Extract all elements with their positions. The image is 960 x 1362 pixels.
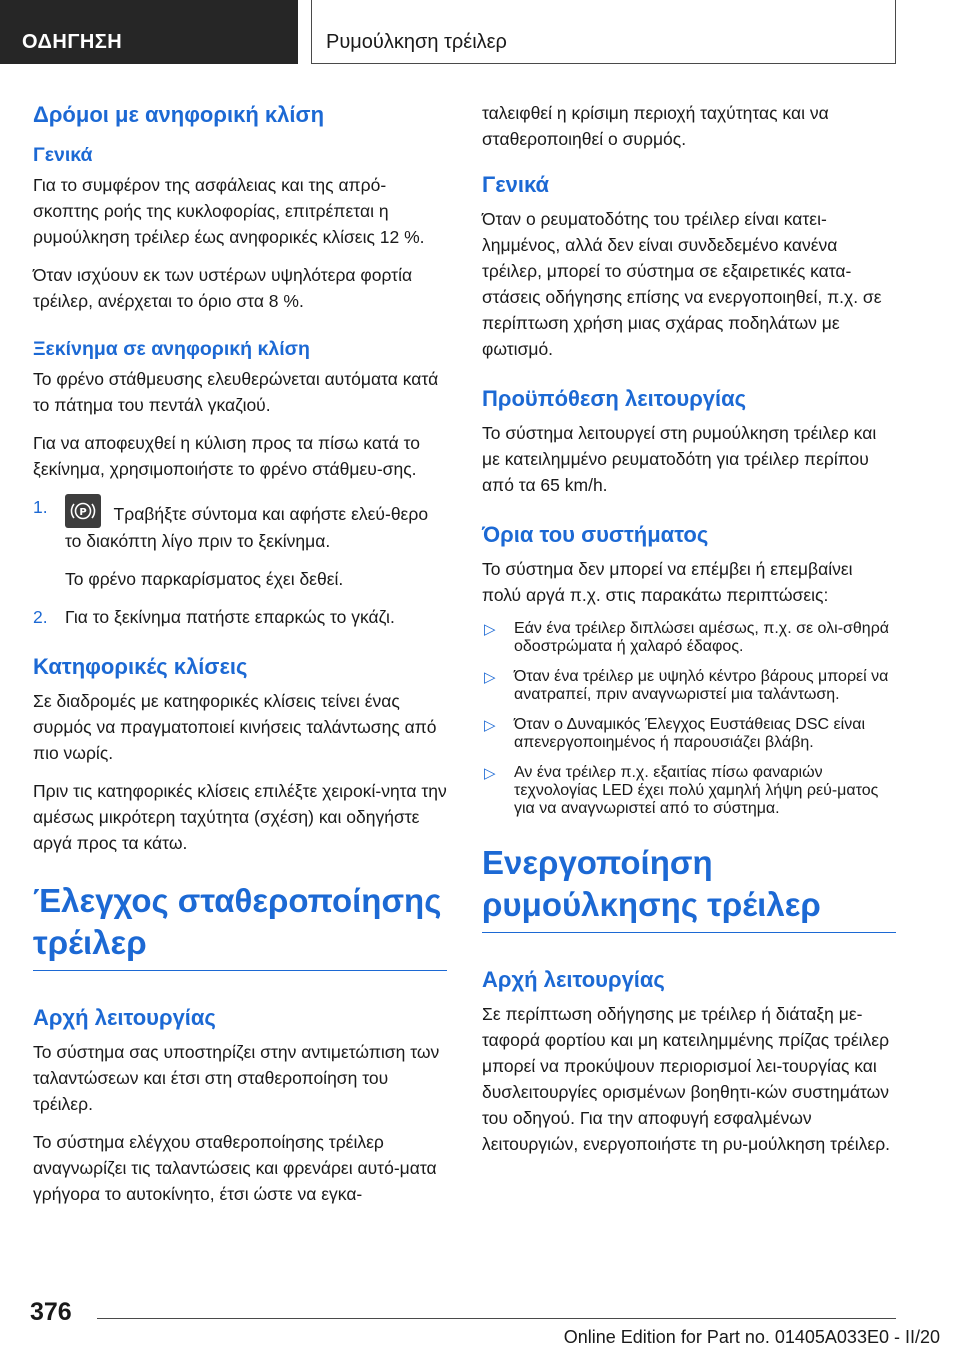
- heading-start-on-slope: Ξεκίνημα σε ανηφορική κλίση: [33, 338, 310, 360]
- list-item: [482, 716, 896, 752]
- paragraph: Για το συμφέρον της ασφάλειας και της απρό-σκοπτης ροής της κυκλοφορίας, επιτρέπεται η ρυμούλκηση τρέιλερ έως ανηφορικές κλίσεις 12 %.: [33, 175, 425, 247]
- heading-principle: Αρχή λειτουργίας: [33, 1005, 216, 1030]
- footer-edition: Online Edition for Part no. 01405A033E0 - II/20: [563, 1327, 940, 1347]
- paragraph: Το σύστημα σας υποστηρίζει στην αντιμετώπιση των ταλαντώσεων και έτσι στη σταθεροποίηση του τρέιλερ.: [33, 1042, 440, 1114]
- heading-trailer-stability-control: Έλεγχος σταθεροποίησης τρέιλερ: [33, 880, 447, 971]
- header-chapter: Ρυμούλκηση τρέιλερ: [311, 0, 896, 64]
- list-item: [482, 668, 896, 704]
- paragraph: Το σύστημα δεν μπορεί να επέμβει ή επεμβαίνει πολύ αργά π.χ. στις παρακάτω περιπτώσεις:: [482, 559, 853, 605]
- paragraph: ταλειφθεί η κρίσιμη περιοχή ταχύτητας και να σταθεροποιηθεί ο συρμός.: [482, 103, 829, 149]
- step-text: Τραβήξτε σύντομα και αφήστε ελεύ-θερο το διακόπτη λίγο πριν το ξεκίνημα.: [65, 504, 429, 551]
- step-text: Για το ξεκίνημα πατήστε επαρκώς το γκάζι.: [65, 607, 395, 627]
- list-item-text: Εάν ένα τρέιλερ διπλώσει αμέσως, π.χ. σε ολι-σθηρά οδοστρώματα ή χαλαρό έδαφος.: [514, 620, 890, 655]
- heading-activate-towing: Ενεργοποίηση ρυμούλκησης τρέιλερ: [482, 842, 896, 933]
- list-item-text: Όταν ο Δυναμικός Έλεγχος Ευστάθειας DSC είναι απενεργοποιημένος ή παρουσιάζει βλάβη.: [514, 716, 866, 751]
- heading-descents: Κατηφορικές κλίσεις: [33, 654, 248, 679]
- paragraph: Το σύστημα ελέγχου σταθεροποίησης τρέιλερ αναγνωρίζει τις ταλαντώσεις και φρενάρει αυτό-ματα γρήγορα το αυτοκίνητο, έτσι ώστε να εγκα-: [33, 1132, 437, 1204]
- paragraph: Πριν τις κατηφορικές κλίσεις επιλέξτε χειροκί-νητα την αμέσως μικρότερη ταχύτητα (σχέση) και οδηγήστε αργά προς τα κάτω.: [33, 781, 447, 853]
- step-2: [33, 604, 447, 630]
- parking-brake-icon: [65, 494, 101, 528]
- heading-prerequisite: Προϋπόθεση λειτουργίας: [482, 386, 747, 411]
- triangle-bullet-icon: ▷: [484, 717, 496, 734]
- paragraph: Για να αποφευχθεί η κύλιση προς τα πίσω κατά το ξεκίνημα, χρησιμοποιήστε το φρένο στάθμευ-σης.: [33, 433, 420, 479]
- paragraph: Όταν ισχύουν εκ των υστέρων υψηλότερα φορτία τρέιλερ, ανέρχεται το όριο στα 8 %.: [33, 265, 413, 311]
- paragraph: Σε διαδρομές με κατηφορικές κλίσεις τείνει ένας συρμός να πραγματοποιεί κινήσεις ταλάντωσης από πιο νωρίς.: [33, 691, 437, 763]
- left-column: [33, 100, 447, 1219]
- heading-slopes: Δρόμοι με ανηφορική κλίση: [33, 102, 325, 127]
- paragraph: Το φρένο στάθμευσης ελευθερώνεται αυτόματα κατά το πάτημα του πεντάλ γκαζιού.: [33, 369, 439, 415]
- heading-general: Γενικά: [482, 172, 550, 197]
- heading-general: Γενικά: [33, 144, 93, 166]
- paragraph: Όταν ο ρευματοδότης του τρέιλερ είναι κατει-λημμένος, αλλά δεν είναι συνδεδεμένο κανένα τρέιλερ, μπορεί το σύστημα σε εξαιρετικές κατα-στάσεις οδήγησης επίσης να ενεργοποιηθεί, π.χ. σε περίπτωση χρήση μιας σχάρας ποδηλάτων με φωτισμό.: [482, 209, 882, 359]
- list-item-text: Αν ένα τρέιλερ π.χ. εξαιτίας πίσω φαναριών τεχνολογίας LED έχει πολύ χαμηλή λήψη ρεύ-ματος για να αναγνωριστεί από το σύστημα.: [514, 764, 879, 817]
- triangle-bullet-icon: ▷: [484, 765, 496, 782]
- heading-system-limits: Όρια του συστήματος: [482, 522, 709, 547]
- step-1: [33, 494, 447, 554]
- step-number: 2.: [33, 607, 48, 627]
- list-item: [482, 620, 896, 656]
- header-section: ΟΔΗΓΗΣΗ: [0, 0, 298, 64]
- right-column: [482, 100, 896, 1169]
- paragraph: Το σύστημα λειτουργεί στη ρυμούλκηση τρέιλερ και με κατειλημμένο ρευματοδότη για τρέιλερ περίπου από τα 65 km/h.: [482, 423, 877, 495]
- page-number: 376: [30, 1298, 72, 1326]
- svg-text:P: P: [79, 507, 87, 518]
- paragraph: Σε περίπτωση οδήγησης με τρέιλερ ή διάταξη με-ταφορά φορτίου και μη κατειλημμένης πρίζας τρέιλερ μπορεί να προκύψουν περιορισμοί λει-τουργίας και δυσλειτουργίες ορισμένων βοηθητι-κών συστημάτων του οδηγού. Για την αποφυγή εσφαλμένων λειτουργιών, ενεργοποιήστε τη ρυ-μούλκηση τρέιλερ.: [482, 1004, 891, 1154]
- step-note: Το φρένο παρκαρίσματος έχει δεθεί.: [65, 569, 344, 589]
- step-number: 1.: [33, 497, 48, 517]
- footer-divider: [97, 1318, 896, 1319]
- triangle-bullet-icon: ▷: [484, 621, 496, 638]
- triangle-bullet-icon: ▷: [484, 669, 496, 686]
- list-item-text: Όταν ένα τρέιλερ με υψηλό κέντρο βάρους μπορεί να ανατραπεί, πριν αναγνωριστεί μια ταλάντωση.: [514, 668, 889, 703]
- list-item: [482, 764, 896, 818]
- heading-principle: Αρχή λειτουργίας: [482, 967, 665, 992]
